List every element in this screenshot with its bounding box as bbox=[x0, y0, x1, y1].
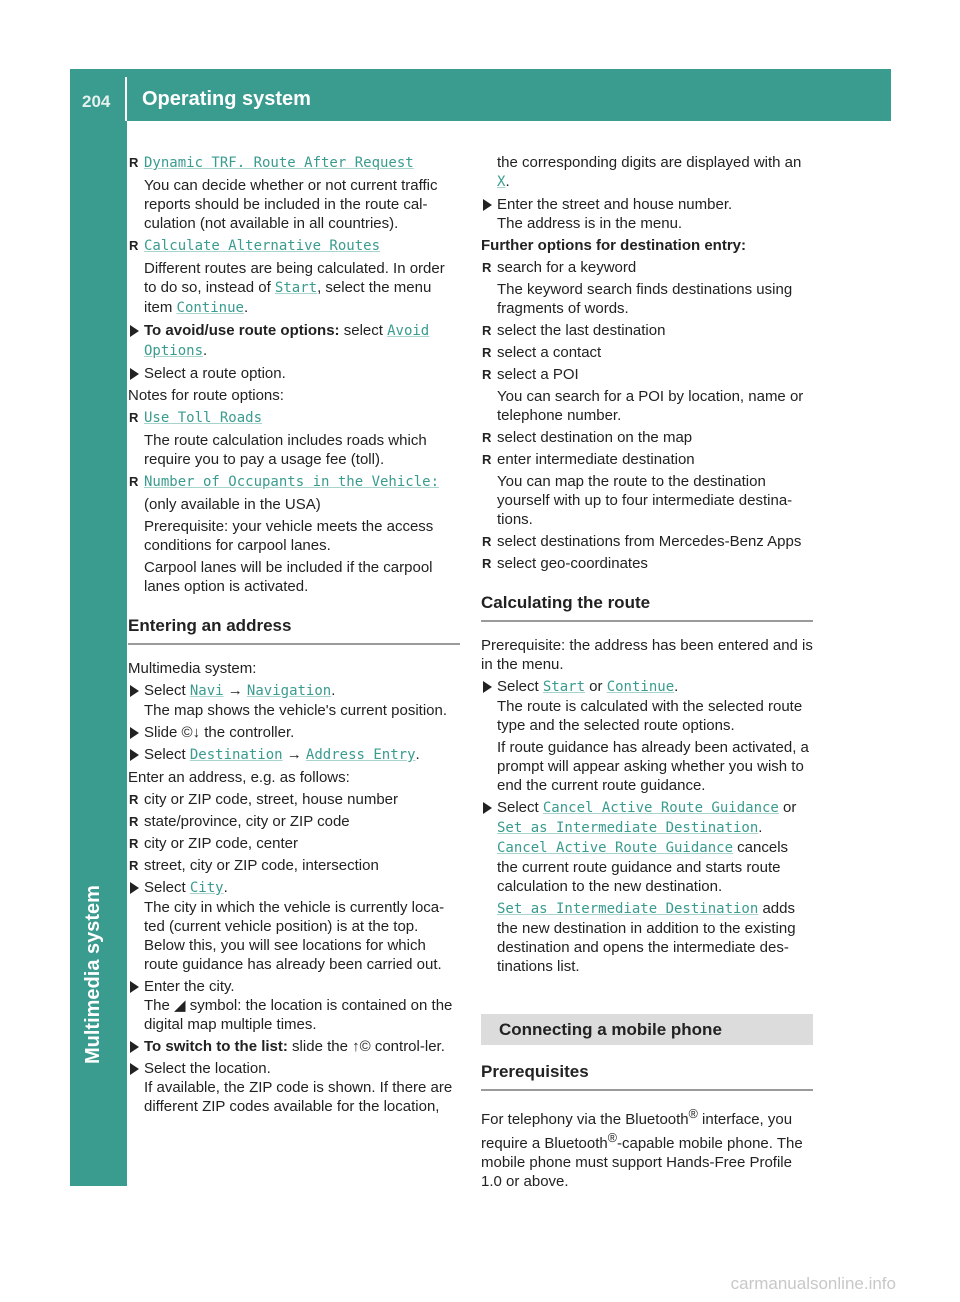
prerequisite-text: For telephony via the Bluetooth® interface, you require a Bluetooth®-capable mobile phone. The mobile phone must support Hands-Free Profile 1.0 or above. bbox=[481, 1107, 803, 1190]
further-heading: Further options for destination entry: bbox=[481, 237, 746, 254]
section-heading: Prerequisites bbox=[481, 1062, 813, 1091]
item-description: The route calculation includes roads which require you to pay a usage fee (toll). bbox=[144, 432, 427, 468]
multiple-location-icon: ◢ bbox=[174, 997, 186, 1014]
list-item: R street, city or ZIP code, intersection bbox=[128, 856, 460, 875]
multimedia-label: Multimedia system: bbox=[128, 660, 257, 677]
item-description: The keyword search finds destinations using fragments of words. bbox=[497, 281, 793, 317]
section-heading: Entering an address bbox=[128, 616, 460, 645]
step: Select Start or Continue. bbox=[481, 677, 813, 697]
step: To avoid/use route options: select Avoid Options. bbox=[128, 321, 460, 361]
list-item: R search for a keyword bbox=[481, 258, 813, 277]
enter-label: Enter an address, e.g. as follows: bbox=[128, 769, 350, 786]
item-description: Different routes are being calculated. In order to do so, instead of Start, select the menu item Continue. bbox=[144, 260, 445, 316]
list-item: R city or ZIP code, street, house number bbox=[128, 790, 460, 809]
step: Slide ©↓ the controller. bbox=[128, 723, 460, 742]
list-item: R select the last destination bbox=[481, 321, 813, 340]
controller-slide-down-icon: ©↓ bbox=[181, 724, 201, 741]
step-result: Cancel Active Route Guidance cancels the current route guidance and starts route calculation to the new destination. bbox=[497, 839, 789, 895]
box-heading: Connecting a mobile phone bbox=[481, 1014, 813, 1045]
watermark: carmanualsonline.info bbox=[730, 1274, 896, 1293]
step-result: If available, the ZIP code is shown. If there are different ZIP codes available for the location, bbox=[144, 1079, 453, 1115]
page-title: Operating system bbox=[142, 88, 311, 110]
header-divider bbox=[125, 77, 127, 121]
step-result: If route guidance has already been activated, a prompt will appear asking whether you wish to end the current route guidance. bbox=[497, 739, 809, 794]
page-header bbox=[70, 69, 891, 121]
step-result: The ◢ symbol: the location is contained on the digital map multiple times. bbox=[144, 997, 453, 1033]
item-description: Carpool lanes will be included if the carpool lanes option is activated. bbox=[144, 559, 433, 595]
list-item: R Dynamic TRF. Route After Request bbox=[128, 153, 460, 173]
list-item: R select geo-coordinates bbox=[481, 554, 813, 573]
list-item: R city or ZIP code, center bbox=[128, 834, 460, 853]
page-number: 204 bbox=[82, 92, 111, 111]
step-result: The map shows the vehicle's current position. bbox=[144, 702, 448, 719]
list-item: R select destinations from Mercedes-Benz Apps bbox=[481, 532, 813, 551]
step-result: Set as Intermediate Destination adds the new destination in addition to the existing destination and opens the intermediate des-tinations list. bbox=[497, 900, 796, 975]
prerequisite-text: Prerequisite: the address has been entered and is in the menu. bbox=[481, 637, 813, 673]
notes-label: Notes for route options: bbox=[128, 387, 284, 404]
list-item: R select a contact bbox=[481, 343, 813, 362]
step: Select Navi → Navigation. bbox=[128, 681, 460, 701]
item-description: (only available in the USA) bbox=[144, 496, 321, 513]
step: Select City. bbox=[128, 878, 460, 898]
step: To switch to the list: slide the ↑© control-ler. bbox=[128, 1037, 460, 1056]
step-result: The city in which the vehicle is currently loca-ted (current vehicle position) is at the top. Below this, you will see locations for which route guidance has already been carried out. bbox=[144, 899, 445, 973]
section-heading: Calculating the route bbox=[481, 593, 813, 622]
item-description: You can decide whether or not current traffic reports should be included in the route cal-culation (not available in all countries). bbox=[144, 177, 438, 232]
step-result: The address is in the menu. bbox=[497, 215, 683, 232]
list-item: R Calculate Alternative Routes bbox=[128, 236, 460, 256]
item-description: You can search for a POI by location, name or telephone number. bbox=[497, 388, 804, 424]
step: Select Destination → Address Entry. bbox=[128, 745, 460, 765]
step: Select the location. bbox=[128, 1059, 460, 1078]
list-item: R enter intermediate destination bbox=[481, 450, 813, 469]
list-item: R select a POI bbox=[481, 365, 813, 384]
step: Enter the street and house number. bbox=[481, 195, 813, 214]
step-result: the corresponding digits are displayed with an X. bbox=[497, 154, 802, 190]
item-description: Prerequisite: your vehicle meets the access conditions for carpool lanes. bbox=[144, 518, 434, 554]
list-item: R Number of Occupants in the Vehicle: bbox=[128, 472, 460, 492]
step: Select Cancel Active Route Guidance or Set as Intermediate Destination. bbox=[481, 798, 813, 838]
list-item: R select destination on the map bbox=[481, 428, 813, 447]
list-item: R Use Toll Roads bbox=[128, 408, 460, 428]
side-label-text: Multimedia system bbox=[82, 885, 104, 1064]
controller-slide-up-icon: ↑© bbox=[352, 1038, 371, 1055]
item-description: You can map the route to the destination yourself with up to four intermediate destina-tions. bbox=[497, 473, 793, 528]
right-column bbox=[481, 150, 813, 1191]
step-result: The route is calculated with the selected route type and the selected route options. bbox=[497, 698, 803, 734]
list-item: R state/province, city or ZIP code bbox=[128, 812, 460, 831]
step: Select a route option. bbox=[128, 364, 460, 383]
left-column bbox=[128, 150, 460, 1116]
step: Enter the city. bbox=[128, 977, 460, 996]
